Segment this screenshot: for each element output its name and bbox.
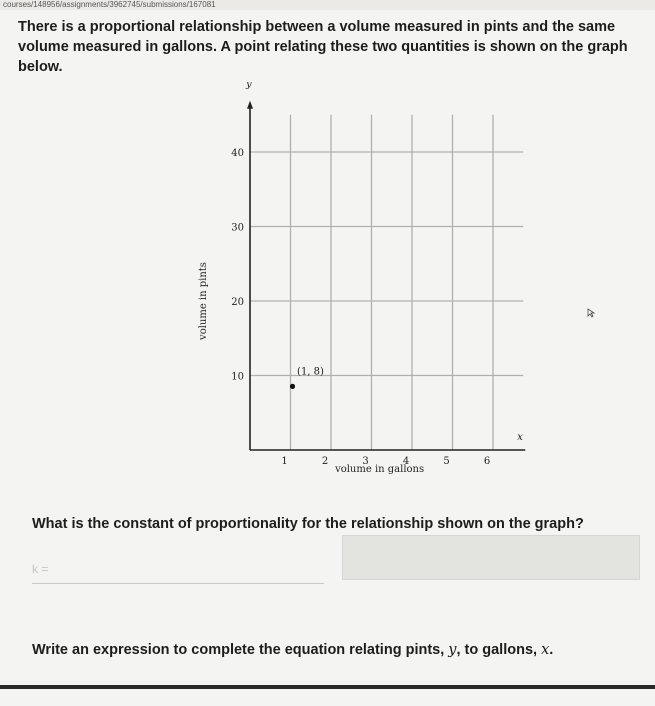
prompt-text-mid: , to gallons, — [456, 642, 542, 658]
question-text: What is the constant of proportionality for the relationship shown on the graph? — [32, 516, 584, 532]
var-y: y — [448, 642, 457, 658]
data-point-label: (1, 8) — [297, 366, 324, 378]
k-label: k = — [32, 562, 49, 576]
proportional-graph — [190, 82, 530, 482]
y-tick-label: 20 — [231, 297, 244, 308]
y-axis-letter: y — [246, 82, 252, 90]
data-point — [290, 384, 295, 389]
x-tick-label: 3 — [362, 456, 369, 467]
y-tick-label: 10 — [231, 371, 244, 383]
y-tick-label: 40 — [231, 148, 244, 159]
var-x: x — [541, 642, 550, 658]
pointer-cursor-icon — [586, 308, 596, 318]
bottom-divider — [0, 685, 655, 689]
graph-svg — [190, 82, 530, 482]
x-tick-label: 5 — [443, 456, 450, 467]
x-axis-letter: x — [517, 432, 523, 443]
prompt-text-end: . — [549, 642, 554, 658]
x-tick-label: 4 — [402, 456, 410, 467]
y-tick-label: 30 — [231, 222, 244, 234]
x-axis-title: volume in gallons — [335, 464, 425, 475]
url-bar: courses/148956/assignments/3962745/submissions/167081 — [0, 0, 655, 10]
expression-prompt — [32, 642, 553, 658]
answer-input-box[interactable] — [342, 535, 640, 580]
x-tick-label: 1 — [281, 456, 288, 467]
k-answer-field[interactable] — [32, 558, 324, 584]
y-axis-title: volume in pints — [198, 262, 209, 340]
problem-intro: There is a proportional relationship between a volume measured in pints and the same volume measured in gallons. A point relating these two quantities is shown on the graph below. — [18, 19, 628, 75]
x-tick-label: 6 — [483, 456, 491, 467]
y-axis-arrow — [247, 101, 253, 109]
prompt-text-start: Write an expression to complete the equation relating pints, — [32, 642, 449, 658]
x-tick-label: 2 — [321, 456, 329, 467]
